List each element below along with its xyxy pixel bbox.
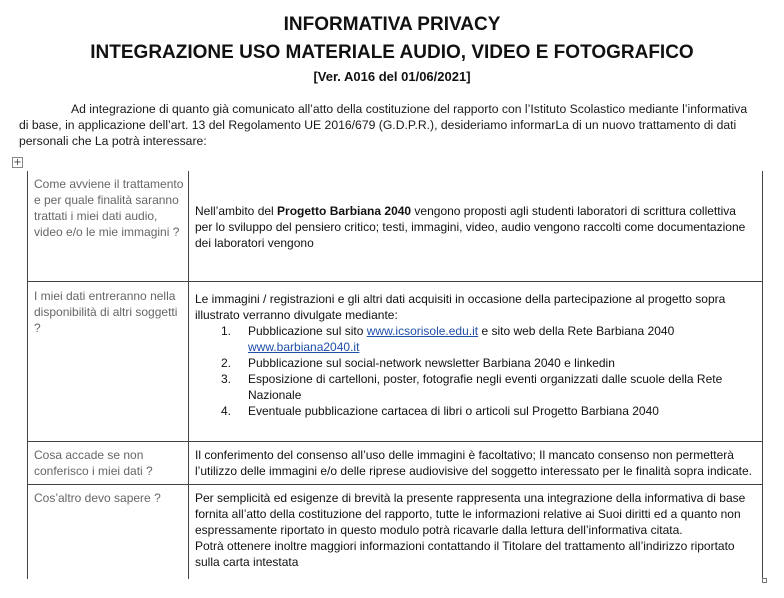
- question-cell: Come avviene il trattamento e per quale finalità saranno trattati i miei dati audio, video e/o le mie immagini ?: [28, 171, 189, 281]
- barbiana-website-link[interactable]: www.barbiana2040.it: [248, 339, 360, 354]
- list-item: 3. Esposizione di cartelloni, poster, fotografie negli eventi organizzati dalle scuole della Rete Nazionale: [221, 371, 723, 402]
- disclosure-list: [195, 323, 756, 419]
- list-item: 4. Eventuale pubblicazione cartacea di libri o articoli sul Progetto Barbiana 2040: [221, 403, 659, 418]
- question-cell: Cosa accade se non conferisco i miei dati ?: [28, 441, 189, 484]
- answer-intro: Le immagini / registrazioni e gli altri dati acquisiti in occasione della partecipazione al progetto sopra illustrato verranno divulgate mediante:: [195, 291, 726, 322]
- table-row: [28, 484, 763, 579]
- table-resize-handle[interactable]: [762, 578, 767, 583]
- page-subtitle: INTEGRAZIONE USO MATERIALE AUDIO, VIDEO E FOTOGRAFICO: [90, 42, 694, 63]
- list-item: 1. Pubblicazione sul sito www.icsorisole.edu.it e sito web della Rete Barbiana 2040 www.barbiana2040.it: [221, 323, 675, 354]
- intro-paragraph: [19, 101, 759, 149]
- answer-cell: Nell’ambito del Progetto Barbiana 2040 vengono proposti agli studenti laboratori di scrittura collettiva per lo sviluppo del pensiero critico; testi, immagini, video, audio vengono raccolti come documentazione dei laboratori vengono: [189, 171, 763, 281]
- privacy-info-table: [27, 171, 763, 579]
- project-name: Progetto Barbiana 2040: [277, 204, 412, 218]
- table-move-icon[interactable]: +: [13, 157, 22, 168]
- answer-cell: [189, 281, 763, 441]
- question-cell: Cos’altro devo sapere ?: [28, 484, 189, 579]
- answer-cell: Per semplicità ed esigenze di brevità la presente rappresenta una integrazione della informativa di base fornita all’atto della costituzione del rapporto, tutte le informazioni relative ai Suoi diritti ed a quanto non espressamente riportato in questo modulo potrà ricavarle dalla lettura dell’informativa citata. Potrà ottenere inoltre maggiori informazioni contattando il Titolare del trattamento all’indirizzo riportato sulla carta intestata: [189, 484, 763, 579]
- intro-text: Ad integrazione di quanto già comunicato all’atto della costituzione del rapporto con l’Istituto Scolastico mediante l’informativa di base, in applicazione dell’art. 13 del Regolamento UE 2016/679 (G.D.P.R.), desideriamo informarLa di un nuovo trattamento di dati personali che La potrà interessare:: [19, 102, 748, 148]
- question-cell: I miei dati entreranno nella disponibilità di altri soggetti ?: [28, 281, 189, 441]
- version-label: [Ver. A016 del 01/06/2021]: [313, 69, 471, 84]
- table-row: [28, 171, 763, 281]
- page-title: INFORMATIVA PRIVACY: [283, 14, 501, 35]
- school-website-link[interactable]: www.icsorisole.edu.it: [366, 323, 479, 338]
- list-item: 2. Pubblicazione sul social-network newsletter Barbiana 2040 e linkedin: [221, 355, 615, 370]
- answer-cell: Il conferimento del consenso all’uso delle immagini è facoltativo; Il mancato consenso non permetterà l’utilizzo delle immagini e/o delle riprese audiovisive del soggetto interessato per le finalità sopra indicate.: [189, 441, 763, 484]
- table-row: [28, 441, 763, 484]
- table-row: [28, 281, 763, 441]
